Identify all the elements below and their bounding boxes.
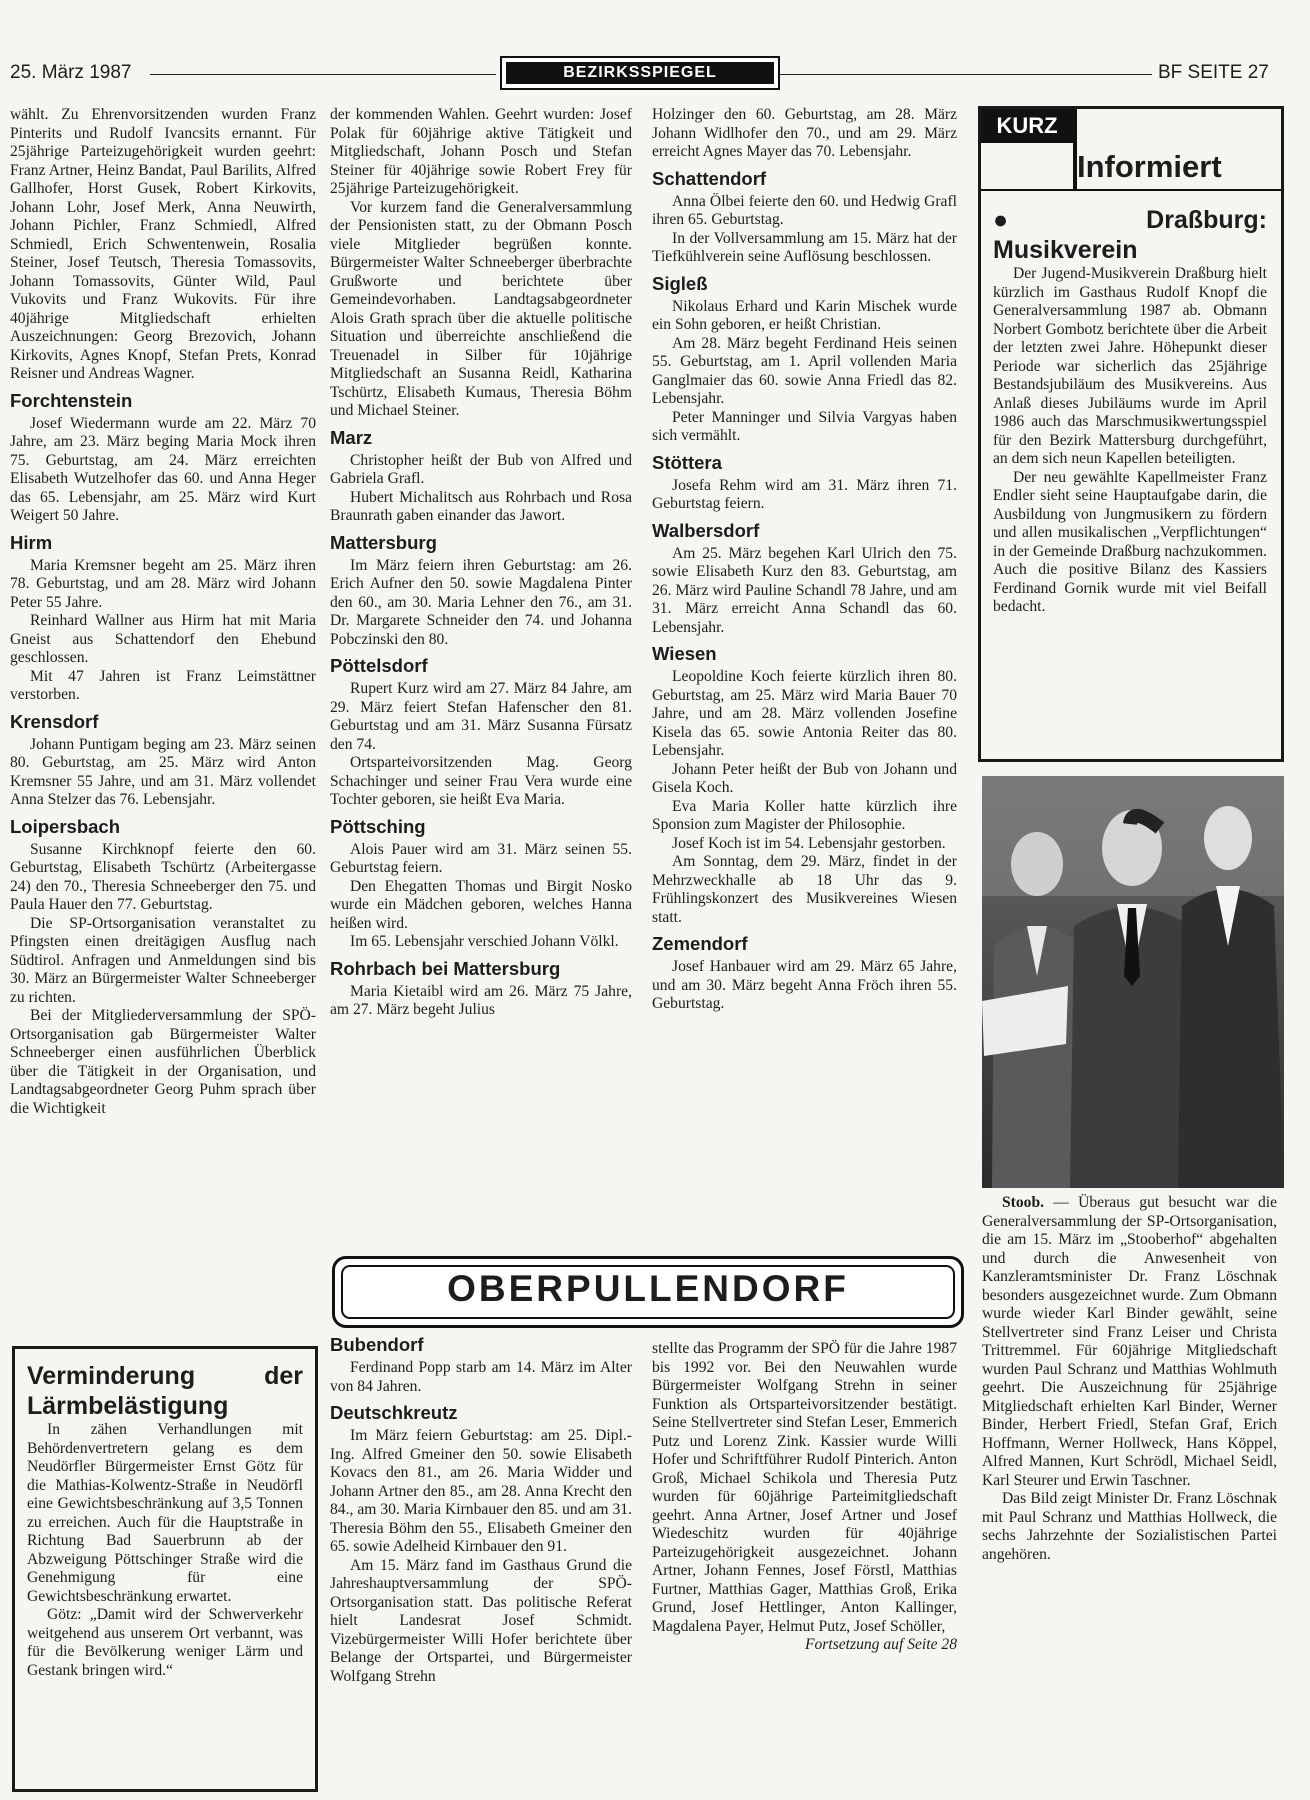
paragraph: Maria Kietaibl wird am 26. März 75 Jahre, am 27. März begeht Julius [330,982,632,1018]
kurz-badge: KURZ [981,109,1073,143]
paragraph: Götz: „Damit wird der Schwerverkehr weitgehend aus unserem Ort verbannt, was für die Bevölkerung weniger Lärm und Gestank bringen wird.“ [27,1606,303,1679]
column-3 [652,106,957,1014]
heading-sigless: Sigleß [652,272,708,294]
paragraph: Die SP-Ortsorganisation veranstaltet zu Pfingsten einen dreitägigen Ausflug nach Südtirol. Anfragen und Anmeldungen sind bis 30. März an Bürgermeister Walter Schneeberger zu richten. [10,914,316,1006]
heading-schattendorf: Schattendorf [652,167,767,189]
paragraph: Anna Ölbei feierte den 60. und Hedwig Grafl ihren 65. Geburtstag. [652,192,957,228]
paragraph: Am 15. März fand im Gasthaus Grund die Jahreshauptversammlung der SPÖ-Ortsorganisation statt. Das politische Referat hielt Landesrat Josef Schmidt. Vizebürgermeister Willi Hofer berichtete über Belange der Ortspartei, und Bürgermeister Wolfgang Strehn [330,1556,632,1685]
photo-three-men [982,776,1284,1188]
heading-poettelsdorf: Pöttelsdorf [330,655,428,676]
paragraph: Alois Pauer wird am 31. März seinen 55. Geburtstag feiern. [330,840,632,876]
kurz-title: Informiert [1077,149,1222,184]
paragraph: Johann Peter heißt der Bub von Johann und Gisela Koch. [652,760,957,796]
paragraph: Reinhard Wallner aus Hirm hat mit Maria Gneist aus Schattendorf den Ehebund geschlossen. [10,612,316,666]
paragraph: Eva Maria Koller hatte kürzlich ihre Sponsion zum Magister der Philosophie. [652,797,957,833]
paragraph: Im 65. Lebensjahr verschied Johann Völkl. [350,933,619,950]
heading-zemendorf: Zemendorf [652,933,748,954]
paragraph: Am 25. März begehen Karl Ulrich den 75. sowie Elisabeth Kurz den 83. Geburtstag, am 26. März wird Pauline Schandl 78 Jahre, und am 31. März erreicht Anna Schandl das 60. Lebensjahr. [652,544,957,636]
paragraph: Josefa Rehm wird am 31. März ihren 71. Geburtstag feiern. [652,476,957,512]
section-title: BEZIRKSSPIEGEL [506,62,774,84]
header-rule-right [780,74,1152,75]
paragraph: Christopher heißt der Bub von Alfred und Gabriela Grafl. [330,451,632,487]
heading-loipersbach: Loipersbach [10,815,120,837]
box-divider [981,189,1281,191]
paragraph: Peter Manninger und Silvia Vargyas haben sich vermählt. [652,408,957,444]
heading-marz: Marz [330,426,373,448]
section-banner [500,56,780,90]
paragraph: Susanne Kirchknopf feierte den 60. Geburtstag, Elisabeth Tschürtz (Arbeitergasse 24) den 70., Theresia Schneeberger den 75. und Paula Hauer den 77. Geburtstag. [10,840,316,913]
caption-text: — Überaus gut besucht war die Generalversammlung der SP-Ortsorganisation, die am 15. März im „Stooberhof“ abgehalten und durch die Anwesenheit von Kanzleramtsminister Dr. Franz Löschnak besonders ausgezeichnet wurde. Zum Obmann wurde wieder Karl Binder gewählt, seine Stellvertreter sind Franz Leiser und Christa Trittremmel. Für 60jährige Mitgliedschaft wurden Paul Schranz und Matthias Wohlmuth geehrt. Die Auszeichnung für 25jährige Mitgliedschaft erhielten Karl Binder, Werner Binder, Herbert Friedl, Stefan Graf, Erich Hoffmann, Werner Hollweck, Hans Köppel, Alfred Mannen, Kurt Schrödl, Michael Seidl, Karl Steurer und Erwin Taschner. [982,1194,1277,1489]
paragraph: Maria Kremsner begeht am 25. März ihren 78. Geburtstag, und am 28. März wird Johann Peter 55 Jahre. [10,556,316,611]
box-title: Verminderung der Lärmbelästigung [27,1362,303,1420]
paragraph: Ferdinand Popp starb am 14. März im Alter von 84 Jahren. [330,1359,632,1395]
paragraph: Josef Wiedermann wurde am 22. März 70 Jahre, am 23. März beging Maria Mock ihren 75. Geburtstag, am 24. März erreichten Elisabeth Wutzelhofer das 60. und Anna Heger das 65. Lebensjahr, am 25. März wird Kurt Weigert 50 Jahre. [10,414,316,524]
heading-walbersdorf: Walbersdorf [652,519,760,541]
heading-mattersburg: Mattersburg [330,531,437,553]
paragraph: Den Ehegatten Thomas und Birgit Nosko wurde ein Mädchen geboren, welches Hanna heißen wird. [330,877,632,932]
kurz-informiert-box [978,106,1284,762]
paragraph: Bei der Mitgliederversammlung der SPÖ-Ortsorganisation gab Bürgermeister Walter Schneeberger einen ausführlichen Überblick über die Tätigkeit in der Organisation, und Landtagsabgeordneter Georg Puhm sprach über die Wichtigkeit [10,1007,316,1117]
column-1 [10,106,316,1118]
paragraph: Ortsparteivorsitzenden Mag. Georg Schachinger und seiner Frau Vera wurde eine Tochter geboren, sie heißt Eva Maria. [330,754,632,808]
paragraph: Am 28. März begeht Ferdinand Heis seinen 55. Geburtstag, am 1. April vollenden Maria Ganglmaier das 60. sowie Anna Friedl das 82. Lebensjahr. [652,334,957,407]
paragraph: Josef Koch ist im 54. Lebensjahr gestorben. [672,834,946,852]
caption-lead: Stoob. [1002,1194,1045,1211]
paragraph: Leopoldine Koch feierte kürzlich ihren 80. Geburtstag, am 25. März wird Maria Bauer 70 Jahre, und am 28. März vollenden Josefine Kisela das 65. sowie Antonia Reiter das 80. Lebensjahr. [652,668,957,759]
heading-wiesen: Wiesen [652,643,717,664]
paragraph: Holzinger den 60. Geburtstag, am 28. März Johann Widlhofer den 70., und am 29. März erreicht Agnes Mayer das 70. Lebensjahr. [652,106,957,160]
headline: ● Draßburg: Musikverein [993,206,1267,264]
paragraph: stellte das Programm der SPÖ für die Jahre 1987 bis 1992 vor. Bei den Neuwahlen wurde Bürgermeister Wolfgang Strehn in seiner Funktion als Ortsparteivorsitzender bestätigt. Seine Stellvertreter sind Stefan Leser, Emmerich Putz und Lorenz Zink. Kassier wurde Willi Hofer und Schriftführer Rudolf Pinterich. Anton Groß, Michael Schikola und Theresia Putz wurden für 60jährige Parteimitgliedschaft geehrt. Anna Artner, Josef Artner und Josef Wiedeschitz wurden für 40jährige Parteizugehörigkeit ausgezeichnet. Johann Artner, Johann Fennes, Josef Förstl, Matthias Furtner, Matthias Gager, Matthias Groß, Erika Grund, Josef Hettlinger, Anton Kallinger, Magdalena Payer, Helmut Putz, Josef Schöller, [652,1340,957,1635]
paragraph: Vor kurzem fand die Generalversammlung der Pensionisten statt, zu der Obmann Posch viele Mitglieder begrüßen konnte. Bürgermeister Walter Schneeberger überbrachte Grußworte und berichtete über Gemeindevorhaben. Landtagsabgeordneter Alois Grath sprach über die aktuelle politische Situation und überreichte anschließend die Treuenadel in Silber für 10jährige Mitgliedschaft an Susanna Reidl, Katharina Tschürtz, Elisabeth Kumaus, Theresia Böhm und Michael Steiner. [330,198,632,419]
oberpullendorf-banner [332,1256,964,1328]
continuation-note: Fortsetzung auf Seite 28 [804,1636,957,1653]
oberpullendorf-column-left [330,1334,632,1686]
caption-text-2: Das Bild zeigt Minister Dr. Franz Löschnak mit Paul Schranz und Matthias Hollweck, die sechs Jahrzehnte der Sozialistischen Partei angehören. [982,1490,1277,1563]
page-number: BF SEITE 27 [1158,62,1269,83]
paragraph: der kommenden Wahlen. Geehrt wurden: Josef Polak für 60jährige aktive Tätigkeit und Mitgliedschaft, Johann Posch und Stefan Steiner für 40jährige sowie Robert Frey für 25jährige Parteizugehörigkeit. [330,106,632,197]
column-2 [330,106,632,1020]
photo-image [982,776,1284,1188]
paragraph: Nikolaus Erhard und Karin Mischek wurde ein Sohn geboren, er heißt Christian. [652,297,957,333]
paragraph: Rupert Kurz wird am 27. März 84 Jahre, am 29. März feiert Stefan Hafenscher den 81. Geburtstag und am 31. März Susanna Fürsatz den 74. [330,680,632,753]
heading-krensdorf: Krensdorf [10,710,99,732]
paragraph: Am Sonntag, dem 29. März, findet in der Mehrzweckhalle ab 18 Uhr das 9. Frühlingskonzert des Musikvereines Wiesen statt. [652,853,957,926]
heading-poettsching: Pöttsching [330,815,426,837]
paragraph: In der Vollversammlung am 15. März hat der Tiefkühlverein seine Auflösung beschlossen. [652,229,957,265]
heading-rohrbach: Rohrbach bei Mattersburg [330,957,561,979]
heading-bubendorf: Bubendorf [330,1334,424,1355]
district-title: OBERPULLENDORF [341,1265,955,1319]
heading-hirm: Hirm [10,531,53,553]
paragraph: In zähen Verhandlungen mit Behördenvertretern gelang es dem Neudörfler Bürgermeister Ernst Götz für die Mathias-Kolwentz-Straße in Neudörfl eine Gewichtsbeschränkung auf 3,5 Tonnen zu erreichen. Auch für die Hauptstraße in Richtung Bad Sauerbrunn ab der Abzweigung Pöttschinger Straße wird die Genehmigung für eine Gewichtsbeschränkung erwartet. [27,1421,303,1605]
heading-forchtenstein: Forchtenstein [10,389,133,411]
paragraph: Mit 47 Jahren ist Franz Leimstättner verstorben. [10,667,316,703]
issue-date: 25. März 1987 [10,62,132,83]
photo-caption [982,1194,1277,1564]
paragraph: Hubert Michalitsch aus Rohrbach und Rosa Braunrath gaben einander das Jawort. [330,488,632,524]
oberpullendorf-column-right [652,1340,957,1655]
paragraph: Der neu gewählte Kapellmeister Franz Endler sieht seine Hauptaufgabe darin, die Ausbildung von Jungmusikern zu fördern und allen musikalischen „Verpflichtungen“ in der Gemeinde Draßburg nachzukommen. Auch die positive Bilanz des Kassiers Ferdinand Gornik wurde mit viel Beifall bedacht. [993,468,1267,615]
header-rule-left [150,74,496,75]
paragraph: Im März feiern Geburtstag: am 25. Dipl.-Ing. Alfred Gmeiner den 50. sowie Elisabeth Kovacs den 81., am 26. Maria Widder und Johann Artner den 85., am 28. Anna Krecht den 84., am 30. Maria Kirnbauer den 85. und am 31. Theresia Böhm den 55., Elisabeth Gmeiner den 65. sowie Adelheid Kirnbauer den 91. [330,1427,632,1555]
paragraph: wählt. Zu Ehrenvorsitzenden wurden Franz Pinterits und Rudolf Ivancsits ernannt. Für 25jährige Parteizugehörigkeit wurden geehrt: Franz Artner, Heinz Bandat, Paul Barilits, Alfred Gallhofer, Horst Gusek, Robert Kirkovits, Johann Lohr, Josef Merk, Anna Neuwirth, Johann Pichler, Franz Schmiedl, Alfred Schmiedl, Erich Schwentenwein, Rosalia Steiner, Josef Teutsch, Theresia Tomassovits, Johann Tomassovits, Günter Wild, Paul Vukovits und Franz Wukovits. Für ihre 40jährige Mitgliedschaft erhielten Auszeichnungen: Georg Brezovich, Johann Kirkovits, Agnes Knopf, Stefan Prets, Konrad Reisner und Andreas Wagner. [10,106,316,382]
paragraph: Johann Puntigam beging am 23. März seinen 80. Geburtstag, am 25. März wird Anton Kremsner 55 Jahre, und am 31. März vollendet Anna Stelzer das 76. Lebensjahr. [10,735,316,808]
bullet-icon: ● [993,206,1147,234]
paragraph: Der Jugend-Musikverein Draßburg hielt kürzlich im Gasthaus Rudolf Knopf die Generalversammlung 1987 ab. Obmann Norbert Gombotz berichtete über die Arbeit der letzten zwei Jahre. Höhepunkt dieser Periode war sicherlich das 25jährige Bestandsjubiläum des Musikvereins. Aus Anlaß dieses Jubiläums wurde im April 1986 auch das Marschmusikwertungsspiel für den Bezirk Mattersburg durchgeführt, an dem sich neun Kapellen beteiligten. [993,265,1267,467]
noise-reduction-box [12,1346,318,1792]
heading-stoettera: Stöttera [652,451,722,473]
paragraph: Im März feiern ihren Geburtstag: am 26. Erich Aufner den 50. sowie Magdalena Pinter den 60., am 30. Maria Lehner den 76., am 31. Dr. Margarete Schneider den 74. und Johanna Pobczinski den 80. [330,556,632,648]
heading-deutschkreutz: Deutschkreutz [330,1402,458,1423]
paragraph: Josef Hanbauer wird am 29. März 65 Jahre, und am 30. März begeht Anna Fröch ihren 55. Geburtstag. [652,958,957,1012]
